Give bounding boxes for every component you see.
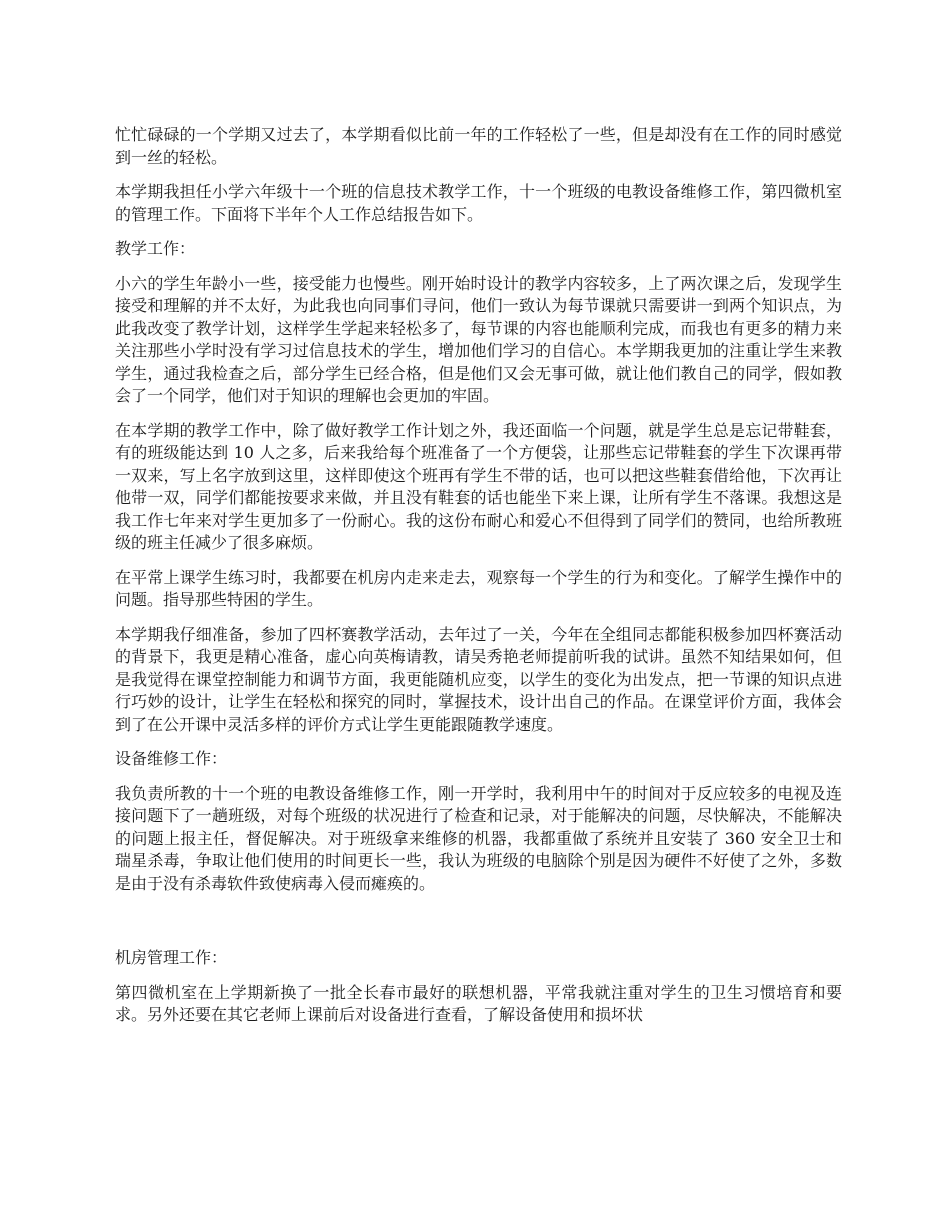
heading-maintenance: 设备维修工作： [115,749,228,768]
paragraph-teaching-1: 小六的学生年龄小一些，接受能力也慢些。刚开始时设计的教学内容较多，上了两次课之后，发现学生接受和理解的并不太好，为此我也向同事们寻问，他们一致认为每节课就只需要讲一到两个知识点，为此我改变了教学计划，这样学生学起来轻松多了，每节课的内容也能顺利完成，而我也有更多的精力来关注那些小学时没有学习过信息技术的学生，增加他们学习的自信心。本学期我更加的注重让学生来教学生，通过我检查之后，部分学生已经合格，但是他们又会无事可做，就让他们教自己的同学，假如教会了一个同学，他们对于知识的理解也会更加的牢固。 [115,273,842,405]
paragraph-duties: 本学期我担任小学六年级十一个班的信息技术教学工作，十一个班级的电教设备维修工作，第四微机室的管理工作。下面将下半年个人工作总结报告如下。 [115,182,842,224]
paragraph-teaching-2: 在本学期的教学工作中，除了做好教学工作计划之外，我还面临一个问题，就是学生总是忘记带鞋套，有的班级能达到 10 人之多，后来我给每个班准备了一个方便袋，让那些忘记带鞋套的学生下次课再带一双来，写上名字放到这里，这样即使这个班再有学生不带的话，也可以把这些鞋套借给他，下次再让他带一双，同学们都能按要求来做，并且没有鞋套的话也能坐下来上课，让所有学生不落课。我想这是我工作七年来对学生更加多了一份耐心。我的这份布耐心和爱心不但得到了同学们的赞同，也给所教班级的班主任减少了很多麻烦。 [115,420,842,552]
blank-spacer [115,907,842,947]
heading-teaching: 教学工作： [115,239,196,258]
paragraph-teaching-4: 本学期我仔细准备，参加了四杯赛教学活动，去年过了一关，今年在全组同志都能积极参加四杯赛活动的背景下，我更是精心准备，虚心向英梅请教，请吴秀艳老师提前听我的试讲。虽然不知结果如何，但是我觉得在课堂控制能力和调节方面，我更能随机应变，以学生的变化为出发点，把一节课的知识点进行巧妙的设计，让学生在轻松和探究的同时，掌握技术，设计出自己的作品。在课堂评价方面，我体会到了在公开课中灵活多样的评价方式让学生更能跟随教学速度。 [115,624,842,734]
heading-lab-management: 机房管理工作： [115,948,228,967]
paragraph-intro: 忙忙碌碌的一个学期又过去了，本学期看似比前一年的工作轻松了一些，但是却没有在工作的同时感觉到一丝的轻松。 [115,125,842,167]
paragraph-teaching-3: 在平常上课学生练习时，我都要在机房内走来走去，观察每一个学生的行为和变化。了解学生操作中的问题。指导那些特困的学生。 [115,567,842,609]
paragraph-maintenance: 我负责所教的十一个班的电教设备维修工作，刚一开学时，我利用中午的时间对于反应较多的电视及连接问题下了一趟班级，对每个班级的状况进行了检查和记录，对于能解决的问题，尽快解决，不能解决的问题上报主任，督促解决。对于班级拿来维修的机器，我都重做了系统并且安装了 360 安全卫士和瑞星杀毒，争取让他们使用的时间更长一些，我认为班级的电脑除个别是因为硬件不好使了之外，多数是由于没有杀毒软件致使病毒入侵而瘫痪的。 [115,783,842,893]
paragraph-lab-management: 第四微机室在上学期新换了一批全长春市最好的联想机器，平常我就注重对学生的卫生习惯培育和要求。另外还要在其它老师上课前后对设备进行查看，了解设备使用和损坏状 [115,982,842,1024]
document-page [115,124,842,1039]
